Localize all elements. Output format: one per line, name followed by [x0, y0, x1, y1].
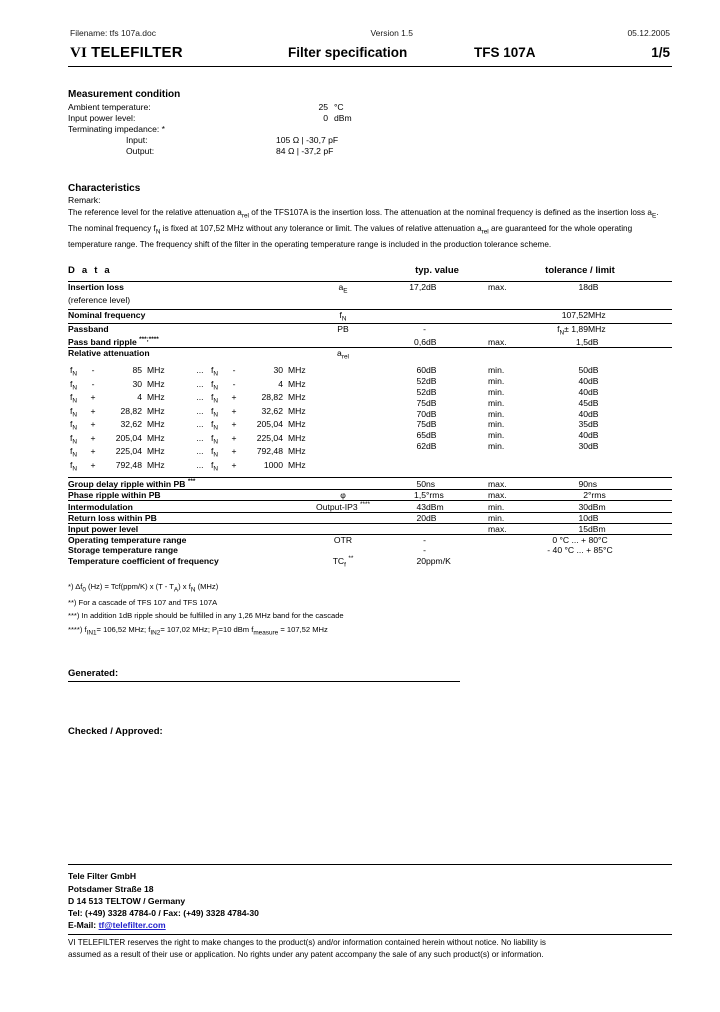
- fn-symbol: $f_N$: [70, 432, 78, 446]
- measurement-condition-heading: Measurement condition: [68, 89, 181, 100]
- range-start-value: 32,62: [120, 419, 142, 430]
- terminating-impedance-label: Terminating impedance: *: [68, 123, 165, 134]
- attenuation-frequency-list: [68, 361, 386, 478]
- fn-symbol: $f_N$: [70, 405, 78, 419]
- typ-unit-attenuation: dB: [426, 430, 437, 441]
- footnotes-block: [68, 580, 672, 638]
- fn-symbol: $f_N$: [70, 392, 78, 406]
- range-dots: ...: [196, 446, 204, 457]
- range-end-unit: MHz: [288, 459, 306, 470]
- row-label-passband: Passband: [68, 323, 300, 336]
- range-start-sign: +: [90, 392, 96, 403]
- limit-unit-attenuation: dB: [588, 419, 599, 430]
- page-content: [68, 28, 672, 986]
- range-end-unit: MHz: [288, 446, 306, 457]
- symbol-operating-temperature: OTR: [300, 534, 386, 545]
- remark-text-1b: of the TFS107A is the insertion loss. The attenuation at the nominal frequency is defined as the: [248, 207, 596, 217]
- frequency-range-table: [70, 365, 330, 473]
- symbol-relative-attenuation: $a_{rel}$: [300, 348, 386, 361]
- remark-sub-rel-2: rel: [481, 228, 489, 236]
- symbol-nominal-frequency: $f_N$: [300, 309, 386, 323]
- frequency-range-row: [70, 432, 330, 446]
- attenuation-value-row: [386, 365, 599, 376]
- range-start-unit: MHz: [147, 419, 165, 430]
- range-start-value: 30: [132, 378, 142, 389]
- symbol-passband: PB: [300, 323, 386, 336]
- typ-attenuation: 65: [416, 430, 426, 441]
- page-footer: [68, 864, 672, 960]
- range-dots: ...: [196, 405, 204, 416]
- frequency-range-row: [70, 419, 330, 433]
- range-dots: ...: [196, 392, 204, 403]
- logo-mark: VI: [70, 45, 88, 61]
- attenuation-value-row: [386, 440, 599, 451]
- range-end-unit: MHz: [288, 378, 306, 389]
- frequency-range-row: [70, 446, 330, 460]
- typ-unit-attenuation: dB: [426, 397, 437, 408]
- range-start-sign: -: [91, 378, 95, 389]
- typ-passband: -: [386, 323, 426, 336]
- checked-approved-signature-field[interactable]: Checked / Approved:: [68, 726, 163, 738]
- typ-nominal-frequency: [386, 309, 426, 323]
- range-start-unit: MHz: [147, 459, 165, 470]
- fn-symbol: $f_N$: [211, 446, 219, 460]
- minmax-attenuation: min.: [488, 376, 505, 387]
- page-title: Filter specification: [288, 45, 408, 60]
- limit-unit-passband: MHz: [588, 323, 672, 336]
- range-start-value: 4: [137, 392, 142, 403]
- table-row-return-loss: [68, 512, 672, 523]
- range-end-unit: MHz: [288, 432, 306, 443]
- limit-unit-passband-ripple: dB: [588, 337, 599, 348]
- table-row-nominal-frequency: [68, 309, 672, 323]
- range-end-value: 1000: [263, 459, 283, 470]
- fn-symbol: $f_N$: [70, 459, 78, 473]
- impedance-input-value: 105 Ω | -30,7 pF: [276, 135, 339, 146]
- table-row-storage-temperature: [68, 545, 672, 555]
- company-logo: [70, 44, 288, 62]
- range-end-value: 32,62: [261, 405, 283, 416]
- header-divider: [68, 66, 672, 67]
- table-row-attenuation-bands: [68, 361, 672, 478]
- remark-text-3: the whole operating temperature range. The frequency shift of the filter in the operating temperature range is included in the production tolerance scheme.: [68, 223, 633, 249]
- table-row-insertion-loss-sub: [68, 295, 672, 310]
- fn-symbol: $f_N$: [70, 446, 78, 460]
- typ-operating-temperature: -: [386, 534, 426, 545]
- table-row-temperature-coefficient: [68, 555, 672, 569]
- column-header-tolerance-limit: tolerance / limit: [545, 265, 615, 277]
- row-label-return-loss: Return loss within PB: [68, 512, 300, 523]
- fn-symbol: $f_N$: [211, 459, 219, 473]
- limit-unit-return-loss: dB: [588, 512, 672, 523]
- row-label-input-power-level: Input power level: [68, 523, 300, 534]
- limit-unit-group-delay: ns: [588, 477, 672, 489]
- table-row: [68, 112, 352, 123]
- disclaimer-line-2: assumed as a result of their use or application. No rights under any patent accompany the sale of any such product(s) or information.: [68, 949, 544, 959]
- range-end-value: 4: [278, 378, 283, 389]
- limit-attenuation: 30: [578, 440, 588, 451]
- range-end-value: 205,04: [256, 419, 283, 430]
- limit-unit-attenuation: dB: [588, 397, 599, 408]
- minmax-attenuation: min.: [488, 365, 505, 376]
- minmax-input-power-level: max.: [488, 523, 546, 534]
- footnote-marker: ***: [187, 477, 196, 485]
- typ-passband-ripple: 0,6: [414, 337, 426, 348]
- row-sublabel-reference-level: (reference level): [68, 294, 131, 305]
- typ-unit-insertion-loss: dB: [426, 282, 488, 295]
- attenuation-value-row: [386, 419, 599, 430]
- footnote-4: ****) $f_{IN1}= 106,52$ MHz; $f_{IN2}= 107,02$ MHz; $P_i=10$ dBm $f_{measure} = 107,52$ MHz: [68, 624, 328, 637]
- row-label-relative-attenuation: Relative attenuation: [68, 348, 300, 361]
- limit-attenuation: 35: [578, 419, 588, 430]
- table-row-group-delay: [68, 477, 672, 489]
- limit-attenuation: 40: [578, 376, 588, 387]
- company-city: D 14 513 TELTOW / Germany: [68, 895, 186, 906]
- table-row: [68, 101, 352, 112]
- legal-disclaimer: [68, 937, 672, 960]
- measurement-condition-table: [68, 101, 352, 157]
- minmax-phase-ripple: max.: [488, 489, 546, 500]
- footnote-3: ***) In addition 1dB ripple should be fulfilled in any 1,26 MHz band for the cascade: [68, 611, 344, 621]
- range-dots: ...: [196, 459, 204, 470]
- footnote-marker: **: [348, 554, 354, 562]
- typ-unit-return-loss: dB: [426, 512, 488, 523]
- company-name: Tele Filter GmbH: [68, 871, 137, 882]
- frequency-range-row: [70, 378, 330, 392]
- range-end-unit: MHz: [288, 419, 306, 430]
- remark-text-2c: is fixed at 107,52 MHz without any tolerance or limit. The values of relative attenuation a: [160, 223, 482, 233]
- range-storage-temperature: - 40 °C ... + 85°C: [547, 544, 613, 555]
- row-label-storage-temperature: Storage temperature range: [68, 544, 178, 555]
- page-number: 1/5: [651, 45, 670, 60]
- range-start-value: 225,04: [115, 446, 142, 457]
- company-street: Potsdamer Straße 18: [68, 883, 154, 894]
- input-power-value: 0: [323, 112, 328, 123]
- frequency-range-row: [70, 459, 330, 473]
- attenuation-value-row: [386, 408, 599, 419]
- row-label-phase-ripple: Phase ripple within PB: [68, 489, 300, 500]
- typ-unit-passband-ripple: dB: [426, 337, 437, 348]
- ambient-temperature-value: 25: [318, 101, 328, 112]
- typ-unit-attenuation: dB: [426, 419, 437, 430]
- limit-unit-phase-ripple: °rms: [588, 489, 672, 500]
- impedance-input-label: Input:: [126, 135, 148, 146]
- typ-phase-ripple: 1,5: [386, 489, 426, 500]
- range-end-value: 28,82: [261, 392, 283, 403]
- range-operating-temperature: 0 °C ... + 80°C: [488, 534, 672, 545]
- limit-unit-nominal-frequency: MHz: [588, 309, 672, 323]
- limit-passband: $f_N\pm 1,89$: [546, 323, 588, 336]
- limit-nominal-frequency: 107,52: [546, 309, 588, 323]
- range-start-sign: +: [90, 405, 96, 416]
- input-power-unit: dBm: [334, 112, 352, 123]
- limit-attenuation: 40: [578, 408, 588, 419]
- table-row: [68, 135, 352, 146]
- limit-attenuation: 40: [578, 430, 588, 441]
- attenuation-value-row: [386, 397, 599, 408]
- limit-attenuation: 40: [578, 386, 588, 397]
- attenuation-value-row: [386, 376, 599, 387]
- footer-divider: [68, 864, 672, 865]
- row-label-nominal-frequency: Nominal frequency: [68, 309, 300, 323]
- footnote-1: *) $\Delta f_0$ (Hz) = Tcf(ppm/K) x $(T - T_A)$ x $f_N$ (MHz): [68, 582, 219, 594]
- company-phone: Tel: (+49) 3328 4784-0 / Fax: (+49) 3328 4784-30: [68, 907, 259, 918]
- range-start-unit: MHz: [147, 432, 165, 443]
- limit-insertion-loss: 18: [546, 282, 588, 295]
- minmax-return-loss: min.: [488, 512, 546, 523]
- row-label-insertion-loss: Insertion loss: [68, 282, 300, 295]
- version-label: Version 1.5: [370, 28, 413, 38]
- frequency-range-row: [70, 365, 330, 379]
- minmax-attenuation: min.: [488, 430, 505, 441]
- range-dots: ...: [196, 378, 204, 389]
- range-start-sign: +: [90, 459, 96, 470]
- title-row: [68, 44, 672, 62]
- limit-unit-input-power-level: dBm: [588, 523, 672, 534]
- table-row-operating-temperature: [68, 534, 672, 545]
- range-start-sign: -: [91, 365, 95, 376]
- minmax-insertion-loss: max.: [488, 282, 546, 295]
- minmax-attenuation: min.: [488, 440, 505, 451]
- fn-symbol: $f_N$: [211, 419, 219, 433]
- fn-symbol: $f_N$: [211, 405, 219, 419]
- fn-symbol: $f_N$: [70, 419, 78, 433]
- range-end-value: 225,04: [256, 432, 283, 443]
- fn-symbol: $f_N$: [211, 365, 219, 379]
- impedance-output-label: Output:: [126, 146, 155, 157]
- row-label-operating-temperature: Operating temperature range: [68, 534, 300, 545]
- typ-attenuation: 60: [416, 365, 426, 376]
- measurement-condition-section: [68, 89, 672, 157]
- remark-sub-rel-1: rel: [241, 212, 249, 220]
- typ-attenuation: 75: [416, 419, 426, 430]
- range-dots: ...: [196, 419, 204, 430]
- minmax-attenuation: min.: [488, 419, 505, 430]
- table-row-passband: [68, 323, 672, 336]
- email-label: E-Mail:: [68, 920, 99, 931]
- minmax-intermodulation: min.: [488, 500, 546, 512]
- range-end-value: 30: [273, 365, 283, 376]
- typ-insertion-loss: 17,2: [386, 282, 426, 295]
- range-end-sign: +: [231, 392, 237, 403]
- typ-unit-attenuation: dB: [426, 408, 437, 419]
- company-address: [68, 870, 672, 931]
- range-start-unit: MHz: [147, 446, 165, 457]
- limit-unit-insertion-loss: dB: [588, 282, 672, 295]
- range-start-value: 792,48: [115, 459, 142, 470]
- remark-sub-e: E: [651, 212, 657, 220]
- symbol-intermodulation: Output-IP3 ****: [300, 500, 386, 512]
- document-meta-row: [68, 28, 672, 39]
- minmax-group-delay: max.: [488, 477, 546, 489]
- typ-attenuation: 75: [416, 397, 426, 408]
- range-dots: ...: [196, 365, 204, 376]
- limit-intermodulation: 30: [546, 500, 588, 512]
- row-label-temperature-coefficient: Temperature coefficient of frequency: [68, 555, 219, 566]
- limit-unit-attenuation: dB: [588, 408, 599, 419]
- column-header-data: D a t a: [68, 265, 112, 277]
- table-row-phase-ripple: [68, 489, 672, 500]
- range-start-unit: MHz: [147, 392, 165, 403]
- range-end-sign: -: [232, 365, 236, 376]
- typ-attenuation: 52: [416, 386, 426, 397]
- table-header-row: [68, 265, 672, 282]
- fn-symbol: $f_N$: [70, 378, 78, 392]
- frequency-range-row: [70, 405, 330, 419]
- attenuation-value-row: [386, 387, 599, 398]
- limit-unit-intermodulation: dBm: [588, 500, 672, 512]
- table-row-insertion-loss: [68, 282, 672, 295]
- typ-unit-intermodulation: dBm: [426, 500, 488, 512]
- typ-intermodulation: 43: [386, 500, 426, 512]
- symbol-phase-ripple: φ: [300, 489, 386, 500]
- limit-group-delay: 90: [546, 477, 588, 489]
- remark-label: Remark:: [68, 194, 101, 205]
- impedance-output-value: 84 Ω | -37,2 pF: [276, 146, 334, 157]
- symbol-insertion-loss: $a_E$: [300, 282, 386, 295]
- attenuation-value-row: [386, 430, 599, 441]
- range-start-unit: MHz: [147, 365, 165, 376]
- limit-attenuation: 50: [578, 365, 588, 376]
- typ-return-loss: 20: [386, 512, 426, 523]
- minmax-attenuation: min.: [488, 408, 505, 419]
- range-start-sign: +: [90, 446, 96, 457]
- limit-phase-ripple: 2: [546, 489, 588, 500]
- typ-storage-temperature: -: [423, 544, 426, 555]
- range-start-value: 205,04: [115, 432, 142, 443]
- table-row-intermodulation: [68, 500, 672, 512]
- ambient-temperature-label: Ambient temperature:: [68, 101, 151, 112]
- disclaimer-line-1: VI TELEFILTER reserves the right to make changes to the product(s) and/or information contained herein without notice. No liability is: [68, 938, 546, 948]
- limit-passband-ripple: 1,5: [576, 337, 588, 348]
- table-row-relative-attenuation: [68, 348, 672, 361]
- row-label-group-delay: Group delay ripple within PB ***: [68, 477, 300, 489]
- characteristics-section: [68, 183, 672, 251]
- remark-text-2b: . The nominal frequency f: [68, 207, 659, 233]
- minmax-passband-ripple: max.: [488, 337, 507, 348]
- range-end-sign: +: [231, 432, 237, 443]
- attenuation-values-list: [386, 361, 672, 478]
- remark-text-2a: insertion loss a: [597, 207, 652, 217]
- remark-paragraph: [68, 206, 672, 251]
- typ-attenuation: 52: [416, 376, 426, 387]
- limit-attenuation: 45: [578, 397, 588, 408]
- footnote-2: **) For a cascade of TFS 107 and TFS 107A: [68, 598, 218, 607]
- limit-unit-attenuation: dB: [588, 365, 599, 376]
- range-start-sign: +: [90, 432, 96, 443]
- footnote-marker: ****: [360, 500, 370, 508]
- typ-unit-attenuation: dB: [426, 386, 437, 397]
- range-end-sign: +: [231, 459, 237, 470]
- remark-sub-n: N: [155, 228, 161, 236]
- frequency-range-row: [70, 392, 330, 406]
- range-start-value: 85: [132, 365, 142, 376]
- range-start-value: 28,82: [120, 405, 142, 416]
- footnote-marker: ***;****: [139, 336, 159, 344]
- table-row: [68, 123, 352, 134]
- range-end-unit: MHz: [288, 405, 306, 416]
- range-start-sign: +: [90, 419, 96, 430]
- typ-temperature-coefficient: 20: [416, 555, 426, 566]
- row-label-passband-ripple: Pass band ripple ***;****: [68, 336, 159, 348]
- range-end-unit: MHz: [288, 365, 306, 376]
- column-header-typ-value: typ. value: [415, 265, 459, 277]
- specification-table: [68, 265, 672, 568]
- typ-group-delay: 50: [386, 477, 426, 489]
- range-start-unit: MHz: [147, 405, 165, 416]
- symbol-temperature-coefficient: $TC_f$ **: [332, 554, 354, 569]
- fn-symbol: $f_N$: [211, 378, 219, 392]
- logo-text: TELEFILTER: [91, 44, 183, 61]
- email-link[interactable]: tf@telefilter.com: [98, 920, 166, 931]
- row-label-intermodulation: Intermodulation: [68, 500, 300, 512]
- table-row-passband-ripple: [68, 336, 672, 347]
- characteristics-heading: Characteristics: [68, 182, 141, 194]
- range-end-sign: -: [232, 378, 236, 389]
- typ-attenuation: 70: [416, 408, 426, 419]
- attenuation-value-table: [386, 365, 599, 451]
- typ-unit-attenuation: dB: [426, 365, 437, 376]
- limit-unit-attenuation: dB: [588, 440, 599, 451]
- range-end-value: 792,48: [256, 446, 283, 457]
- ambient-temperature-unit: °C: [334, 101, 344, 112]
- filename-label: Filename: tfs 107a.doc: [70, 28, 156, 38]
- generated-signature-field[interactable]: Generated:: [68, 668, 460, 682]
- typ-unit-temperature-coefficient: ppm/K: [426, 555, 451, 566]
- typ-unit-phase-ripple: °rms: [426, 489, 488, 500]
- table-row: [68, 146, 352, 157]
- disclaimer-divider: [68, 934, 672, 935]
- minmax-attenuation: min.: [488, 397, 505, 408]
- limit-return-loss: 10: [546, 512, 588, 523]
- input-power-label: Input power level:: [68, 112, 136, 123]
- remark-text-2d: are guaranteed for: [488, 223, 559, 233]
- date-label: 05.12.2005: [627, 28, 670, 38]
- range-end-sign: +: [231, 419, 237, 430]
- company-email-row: [68, 919, 672, 931]
- part-number: TFS 107A: [474, 45, 536, 60]
- typ-unit-group-delay: ns: [426, 477, 488, 489]
- range-start-unit: MHz: [147, 378, 165, 389]
- limit-unit-attenuation: dB: [588, 386, 599, 397]
- typ-attenuation: 62: [416, 440, 426, 451]
- table-row-input-power-level: [68, 523, 672, 534]
- range-end-unit: MHz: [288, 392, 306, 403]
- minmax-attenuation: min.: [488, 386, 505, 397]
- limit-unit-attenuation: dB: [588, 430, 599, 441]
- range-end-sign: +: [231, 446, 237, 457]
- fn-symbol: $f_N$: [70, 365, 78, 379]
- remark-text-1a: The reference level for the relative attenuation a: [68, 207, 242, 217]
- fn-symbol: $f_N$: [211, 392, 219, 406]
- typ-unit-attenuation: dB: [426, 376, 437, 387]
- range-end-sign: +: [231, 405, 237, 416]
- fn-symbol: $f_N$: [211, 432, 219, 446]
- limit-input-power-level: 15: [546, 523, 588, 534]
- typ-unit-attenuation: dB: [426, 440, 437, 451]
- range-dots: ...: [196, 432, 204, 443]
- limit-unit-attenuation: dB: [588, 376, 599, 387]
